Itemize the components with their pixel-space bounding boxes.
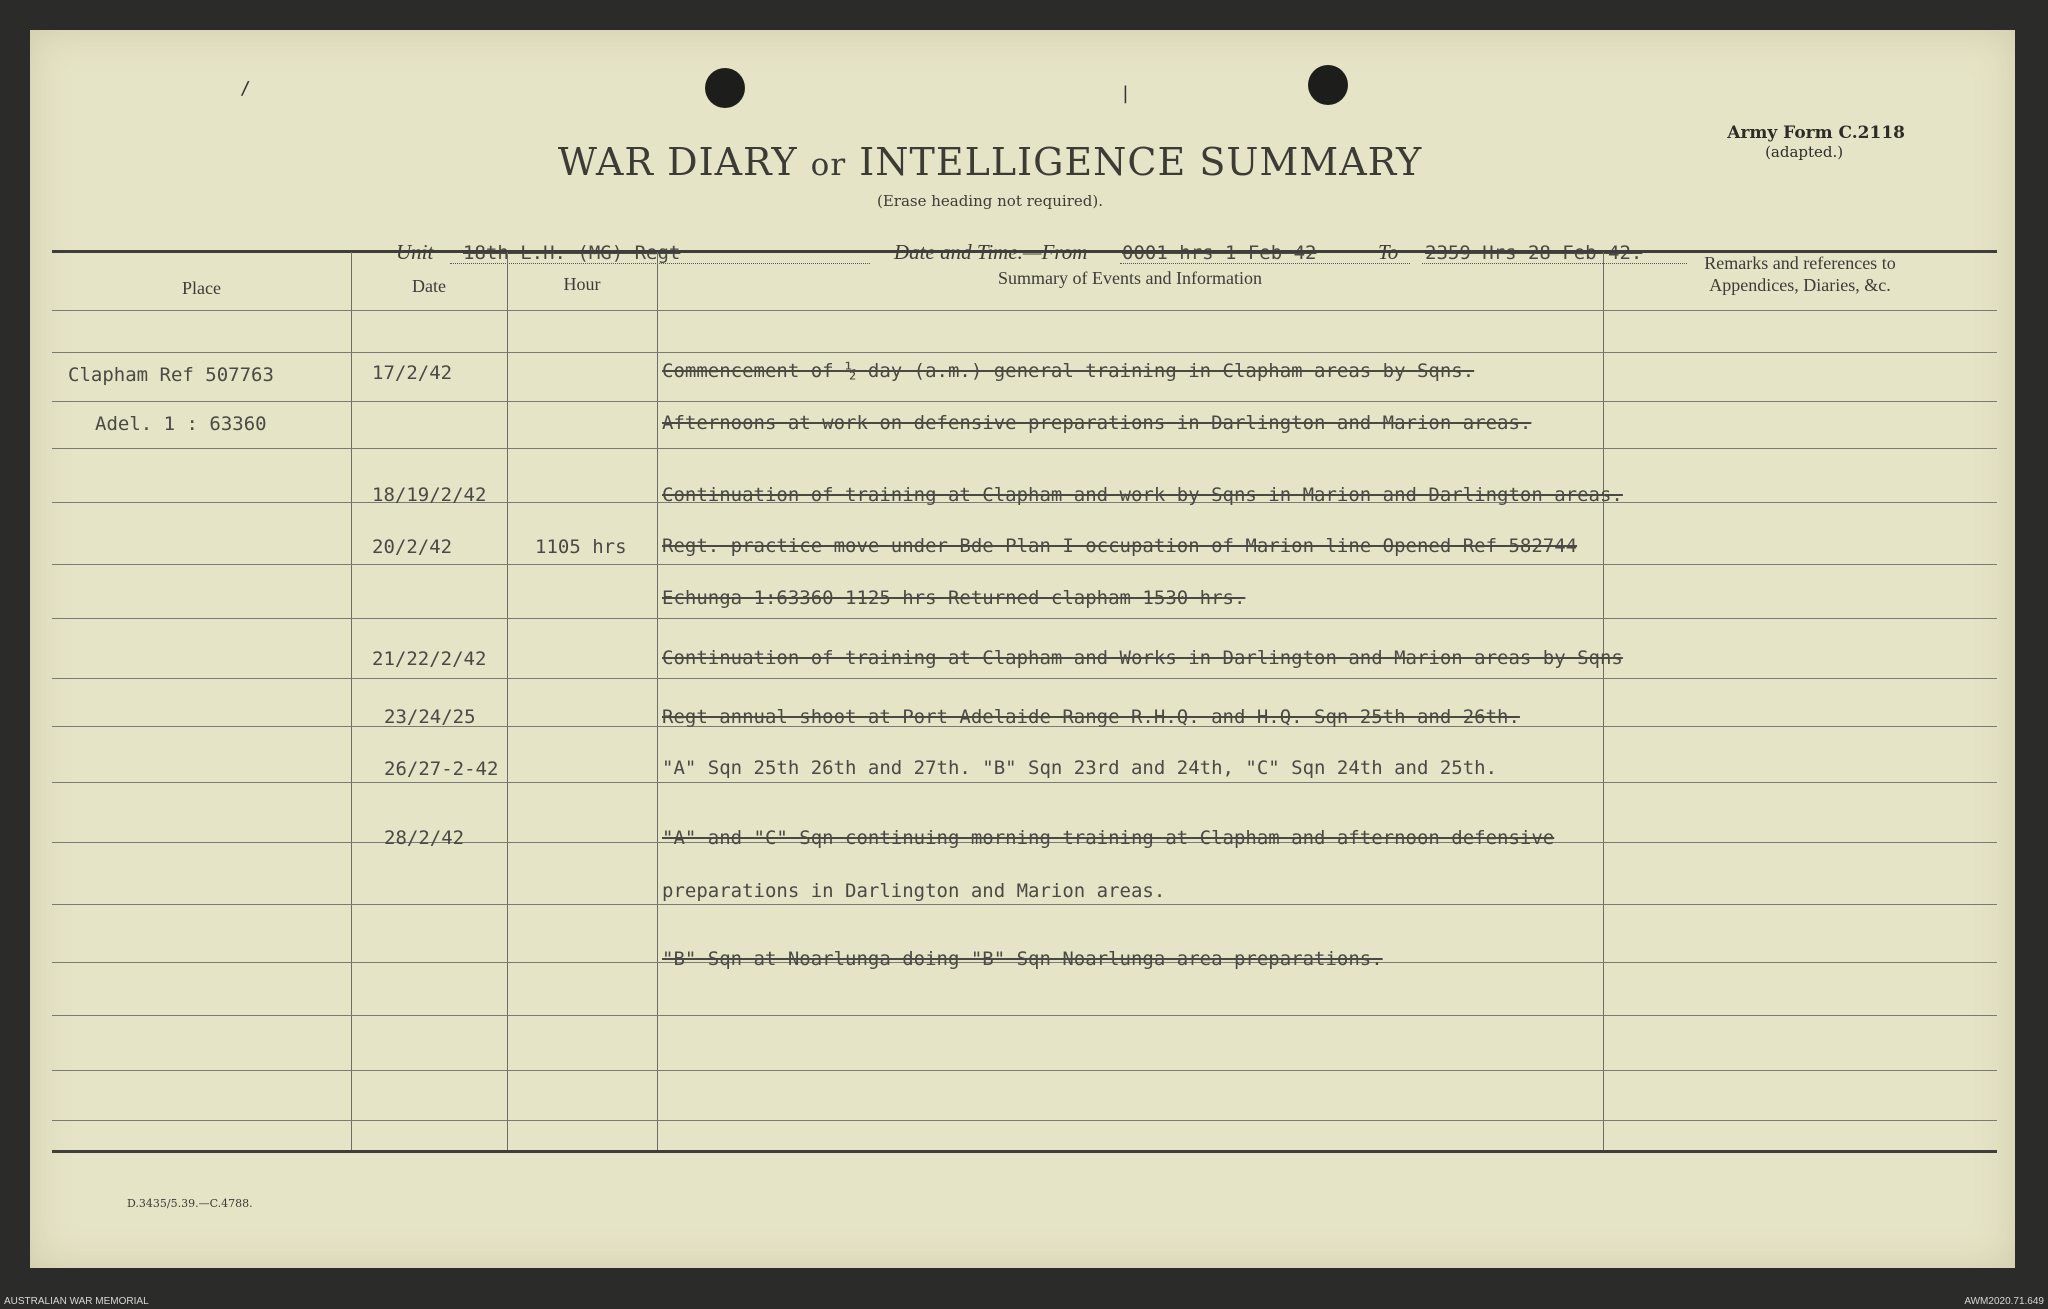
unit-value: 18th L.H. (MG) Regt (463, 242, 681, 264)
archive-caption: AUSTRALIAN WAR MEMORIAL (4, 1296, 149, 1307)
army-form-number: Army Form C.2118 (1727, 123, 1905, 143)
entry-hour: 1105 hrs (535, 536, 627, 558)
punch-hole-left (705, 68, 745, 108)
ruled-line (52, 310, 1997, 311)
entry-date: 17/2/42 (372, 362, 453, 384)
to-value: 2359 Hrs 28 Feb 42. (1425, 242, 1643, 264)
punch-hole-right (1308, 65, 1348, 105)
entry-place: Clapham Ref 507763 (68, 364, 274, 386)
entry-date: 20/2/42 (372, 536, 453, 558)
from-value: 0001 hrs 1 Feb 42 (1122, 242, 1317, 264)
ruled-line (52, 352, 1997, 353)
entry-date: 28/2/42 (384, 827, 465, 849)
entry-summary: "A" Sqn 25th 26th and 27th. "B" Sqn 23rd and 24th, "C" Sqn 24th and 25th. (662, 757, 1498, 779)
page-subtitle: (Erase heading not required). (876, 192, 1104, 210)
archive-reference: AWM2020.71.649 (1964, 1296, 2044, 1307)
ruled-line (52, 1120, 1997, 1121)
army-form-label (1727, 123, 1905, 161)
date-time-label: Date and Time.—From (894, 240, 1088, 264)
ruled-line (52, 618, 1997, 619)
entry-summary: Regt annual shoot at Port Adelaide Range R.H.Q. and H.Q. Sqn 25th and 26th. (662, 706, 1520, 728)
header-hour: Hour (563, 274, 601, 294)
entry-summary: Continuation of training at Clapham and Works in Darlington and Marion areas by Sqns (662, 647, 1623, 669)
entry-date: 18/19/2/42 (372, 484, 487, 506)
ruled-line (52, 678, 1997, 679)
table-bottom-rule (52, 1150, 1997, 1153)
entry-summary: Commencement of ½ day (a.m.) general training in Clapham areas by Sqns. (662, 360, 1475, 382)
entry-summary: Regt. practice move under Bde Plan I occupation of Marion line Opened Ref 582744 (662, 535, 1578, 557)
to-label: To (1378, 240, 1399, 264)
ruled-line (52, 1015, 1997, 1016)
entry-date: 26/27-2-42 (384, 758, 499, 780)
header-date: Date (412, 276, 446, 296)
entry-summary: "B" Sqn at Noarlunga doing "B" Sqn Noarlunga area preparations. (662, 948, 1383, 970)
entry-summary: Continuation of training at Clapham and work by Sqns in Marion and Darlington areas. (662, 484, 1623, 506)
page-title: WAR DIARY or INTELLIGENCE SUMMARY (557, 140, 1423, 184)
entry-summary: "A" and "C" Sqn continuing morning training at Clapham and afternoon defensive (662, 827, 1555, 849)
header-summary: Summary of Events and Information (998, 268, 1262, 288)
ruled-line (52, 564, 1997, 565)
pen-mark: | (1120, 83, 1131, 104)
ruled-line (52, 448, 1997, 449)
entry-summary: Afternoons at work on defensive preparations in Darlington and Marion areas. (662, 412, 1532, 434)
entry-summary: Echunga 1:63360 1125 hrs Returned clapham 1530 hrs. (662, 587, 1246, 609)
entry-date: 23/24/25 (384, 706, 476, 728)
header-remarks-line2: Appendices, Diaries, &c. (1709, 275, 1891, 295)
from-dotline (1120, 263, 1410, 264)
header-place: Place (182, 278, 221, 298)
entry-date: 21/22/2/42 (372, 648, 487, 670)
ruled-line (52, 782, 1997, 783)
form-print-code: D.3435/5.39.—C.4788. (127, 1197, 253, 1210)
header-remarks-line1: Remarks and references to (1704, 253, 1896, 273)
ruled-line (52, 904, 1997, 905)
entry-place: Adel. 1 : 63360 (95, 413, 267, 435)
ruled-line (52, 1070, 1997, 1071)
header-remarks (1603, 252, 1997, 296)
ruled-line (52, 401, 1997, 402)
entry-summary: preparations in Darlington and Marion areas. (662, 880, 1166, 902)
army-form-adapted: (adapted.) (1765, 143, 1844, 161)
war-diary-page (30, 30, 2015, 1268)
pen-mark: / (240, 78, 251, 99)
unit-label: Unit (396, 240, 434, 264)
